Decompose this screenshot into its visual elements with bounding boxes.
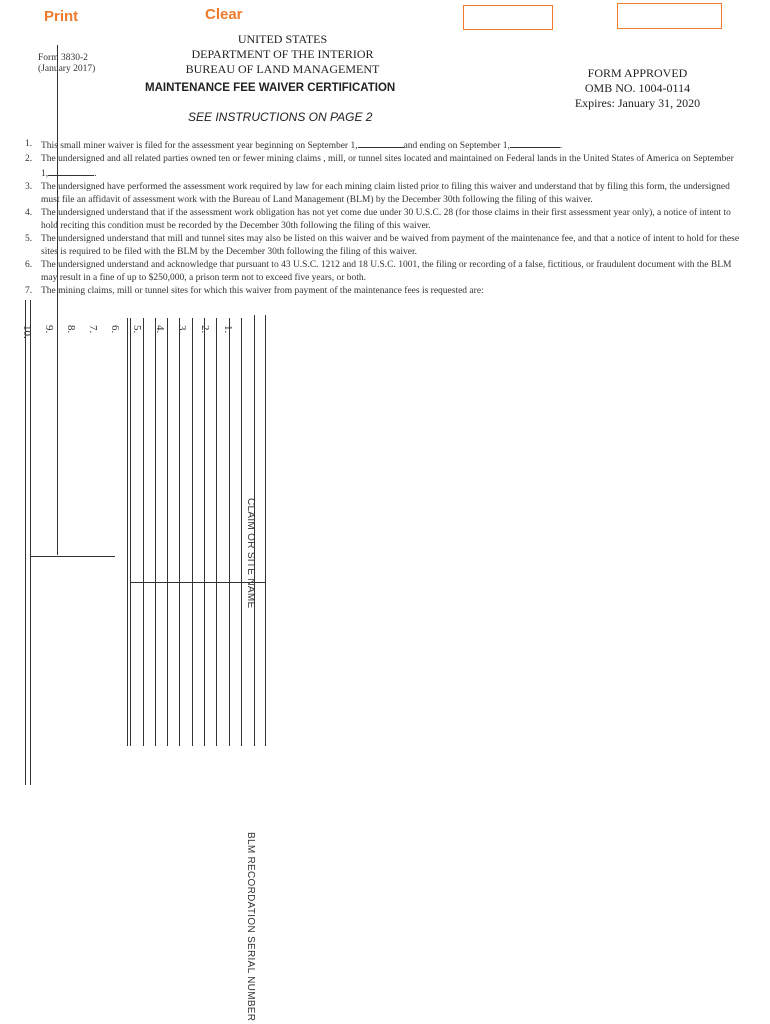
- row-number: 9.: [43, 325, 55, 334]
- table-border-left: [25, 300, 26, 785]
- item-number: 5.: [25, 234, 33, 244]
- row-number: 8.: [65, 325, 77, 334]
- serial-number-header: BLM RECORDATION SERIAL NUMBER: [245, 832, 256, 1022]
- row-line: [167, 318, 168, 746]
- row-line: [155, 318, 156, 746]
- row-number: 5.: [131, 325, 143, 334]
- list-item: [25, 138, 740, 153]
- approval-line-2: OMB NO. 1004-0114: [584, 81, 691, 95]
- list-item: [25, 207, 740, 233]
- print-button[interactable]: Print: [44, 8, 79, 25]
- row-number: 6.: [109, 325, 121, 334]
- row-number: 2.: [199, 325, 211, 334]
- row-line: [241, 318, 242, 746]
- item-text: .: [559, 141, 563, 151]
- list-item: [25, 285, 740, 298]
- table-divider-left: [30, 556, 115, 557]
- page-title: MAINTENANCE FEE WAIVER CERTIFICATION: [145, 82, 396, 94]
- list-item: [25, 233, 740, 259]
- table-border-row-start-inner: [130, 318, 131, 746]
- agency-line-3: BUREAU OF LAND MANAGEMENT: [185, 62, 380, 76]
- form-date: (January 2017): [38, 64, 96, 74]
- start-year-field[interactable]: [358, 138, 404, 148]
- table-border-right: [265, 315, 266, 746]
- ownership-year-field[interactable]: [48, 166, 94, 176]
- row-number: 10.: [21, 325, 33, 339]
- form-number: Form 3830-2: [38, 53, 88, 63]
- item-text: The undersigned and all related parties owned ten or fewer mining claims , mill, or tunnel sites located and maintained on Federal lands in the United States of America on September 1,: [41, 154, 734, 179]
- list-item: [25, 153, 740, 181]
- list-item: [25, 259, 740, 285]
- item-text: The undersigned understand that mill and tunnel sites may also be listed on this waiver and be waived from payment of the maintenance fee, and that a notice of intent to hold for these sites is required to be filed with the BLM by the December 30th following the filing of this waiver.: [41, 234, 740, 257]
- item-number: 4.: [25, 208, 33, 218]
- item-text: and ending on September 1,: [403, 141, 510, 151]
- row-line: [179, 318, 180, 746]
- claim-name-header: CLAIM OR SITE NAME: [245, 498, 256, 609]
- agency-line-1: UNITED STATES: [237, 32, 328, 46]
- item-number: 3.: [25, 182, 33, 192]
- approval-block: [560, 66, 715, 111]
- item-text: The mining claims, mill or tunnel sites for which this waiver from payment of the maintenance fees is requested are:: [41, 286, 484, 296]
- list-item: [25, 181, 740, 207]
- form-margin-line: [57, 45, 58, 555]
- row-line: [229, 318, 230, 746]
- row-line: [204, 318, 205, 746]
- table-border-row-start: [127, 318, 128, 746]
- approval-line-3: Expires: January 31, 2020: [574, 96, 701, 110]
- certification-list: [25, 138, 740, 298]
- row-number: 1.: [222, 325, 234, 334]
- item-number: 6.: [25, 260, 33, 270]
- agency-line-2: DEPARTMENT OF THE INTERIOR: [191, 47, 374, 61]
- row-line: [216, 318, 217, 746]
- page-subtitle: SEE INSTRUCTIONS ON PAGE 2: [188, 110, 373, 124]
- item-text: The undersigned understand that if the assessment work obligation has not yet come due under 30 U.S.C. 28 (for those claims in their first assessment year only), a notice of intent to hold reciting this condition must be recorded by the December 30th following the filing of this waiver.: [41, 208, 731, 231]
- item-number: 7.: [25, 286, 33, 296]
- row-line: [143, 318, 144, 746]
- row-line: [192, 318, 193, 746]
- item-text: The undersigned understand and acknowledge that pursuant to 43 U.S.C. 1212 and 18 U.S.C. 1001, the filing or recording of a false, fictitious, or fraudulent document with the BLM may result in a fine of up to $250,000, a prison term not to exceed five years, or both.: [41, 260, 732, 283]
- item-text: This small miner waiver is filed for the assessment year beginning on September 1,: [41, 141, 358, 151]
- top-field-1[interactable]: [463, 5, 553, 30]
- top-field-2[interactable]: [617, 3, 722, 29]
- row-number: 3.: [176, 325, 188, 334]
- table-border-left-inner: [30, 300, 31, 785]
- row-number: 7.: [87, 325, 99, 334]
- end-year-field[interactable]: [510, 138, 560, 148]
- item-text: .: [94, 169, 97, 179]
- item-number: 1.: [25, 139, 33, 149]
- clear-button[interactable]: Clear: [205, 6, 243, 23]
- item-number: 2.: [25, 154, 33, 164]
- approval-line-1: FORM APPROVED: [587, 66, 688, 80]
- item-text: The undersigned have performed the assessment work required by law for each mining claim listed prior to filing this waiver and understand that by filing this form, the undersigned must file an affidavit of assessment work with the Bureau of Land Management (BLM) by the December 30th following the filing of this waiver.: [41, 182, 730, 205]
- agency-header: [170, 32, 395, 77]
- row-number: 4.: [154, 325, 166, 334]
